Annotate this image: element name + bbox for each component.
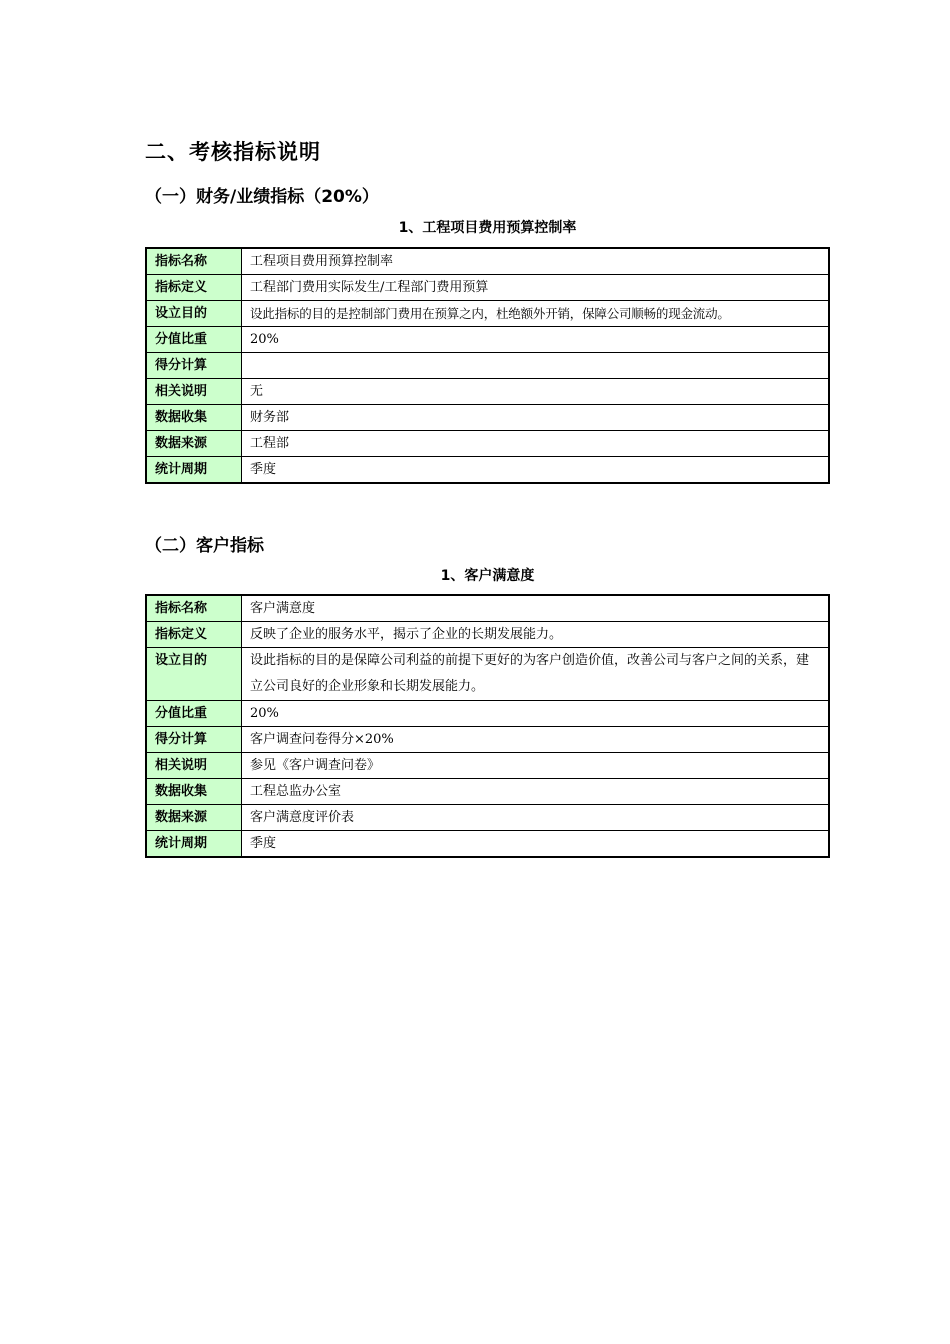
- row-value: 工程部: [242, 431, 830, 457]
- row-key: 设立目的: [146, 301, 242, 327]
- row-key: 指标名称: [146, 248, 242, 275]
- row-key: 分值比重: [146, 701, 242, 727]
- row-value: 工程项目费用预算控制率: [242, 248, 830, 275]
- row-value: 设此指标的目的是保障公司利益的前提下更好的为客户创造价值，改善公司与客户之间的关系，建立公司良好的企业形象和长期发展能力。: [242, 648, 830, 701]
- row-value: 客户满意度: [242, 595, 830, 622]
- table-row: [146, 301, 829, 327]
- row-key: 指标定义: [146, 275, 242, 301]
- row-value: 工程部门费用实际发生/工程部门费用预算: [242, 275, 830, 301]
- table-row: [146, 727, 829, 753]
- table-row: [146, 701, 829, 727]
- row-value: 财务部: [242, 405, 830, 431]
- metric-table-budget-control: [145, 247, 830, 484]
- row-value: 参见《客户调查问卷》: [242, 753, 830, 779]
- table-row: [146, 457, 829, 484]
- table-row: [146, 753, 829, 779]
- row-key: 得分计算: [146, 727, 242, 753]
- row-value: 季度: [242, 457, 830, 484]
- row-key: 数据来源: [146, 805, 242, 831]
- table-row: [146, 622, 829, 648]
- table-row: [146, 353, 829, 379]
- table-row: [146, 595, 829, 622]
- table-row: [146, 327, 829, 353]
- row-key: 设立目的: [146, 648, 242, 701]
- table-row: [146, 405, 829, 431]
- row-key: 数据来源: [146, 431, 242, 457]
- table-row: [146, 648, 829, 701]
- row-key: 统计周期: [146, 831, 242, 858]
- page-title: 二、考核指标说明: [145, 140, 321, 164]
- section-heading-financial: （一）财务/业绩指标（20%）: [145, 187, 379, 207]
- row-key: 数据收集: [146, 405, 242, 431]
- row-key: 相关说明: [146, 379, 242, 405]
- metric-table-customer-satisfaction: [145, 594, 830, 858]
- row-key: 分值比重: [146, 327, 242, 353]
- row-value: 设此指标的目的是控制部门费用在预算之内，杜绝额外开销，保障公司顺畅的现金流动。: [242, 301, 830, 327]
- row-key: 指标名称: [146, 595, 242, 622]
- row-value: 季度: [242, 831, 830, 858]
- table-row: [146, 805, 829, 831]
- row-value: 无: [242, 379, 830, 405]
- table-row: [146, 248, 829, 275]
- row-value: 20%: [242, 327, 830, 353]
- row-value: 客户调查问卷得分×20%: [242, 727, 830, 753]
- row-value: 反映了企业的服务水平，揭示了企业的长期发展能力。: [242, 622, 830, 648]
- row-key: 指标定义: [146, 622, 242, 648]
- row-value: 客户满意度评价表: [242, 805, 830, 831]
- row-value: 工程总监办公室: [242, 779, 830, 805]
- row-value: 20%: [242, 701, 830, 727]
- row-key: 相关说明: [146, 753, 242, 779]
- section-heading-customer: （二）客户指标: [145, 536, 264, 556]
- table-caption-customer-satisfaction: 1、客户满意度: [440, 568, 535, 584]
- table-row: [146, 831, 829, 858]
- row-key: 数据收集: [146, 779, 242, 805]
- table-row: [146, 379, 829, 405]
- table-row: [146, 275, 829, 301]
- table-caption-budget-control: 1、工程项目费用预算控制率: [398, 220, 577, 236]
- table-row: [146, 779, 829, 805]
- row-key: 得分计算: [146, 353, 242, 379]
- row-key: 统计周期: [146, 457, 242, 484]
- table-row: [146, 431, 829, 457]
- row-value: [242, 353, 830, 379]
